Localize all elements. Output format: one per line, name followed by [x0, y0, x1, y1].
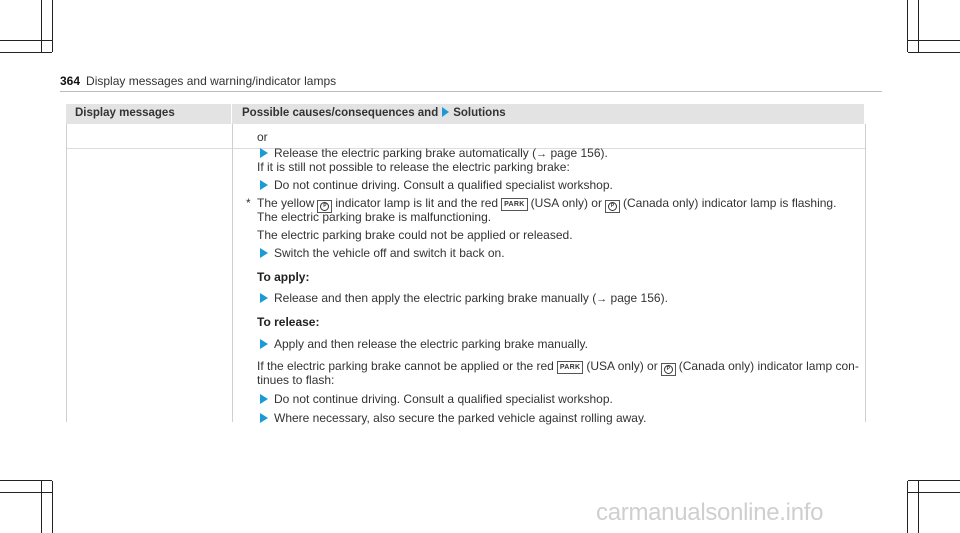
- header-rule: [60, 91, 882, 92]
- step-arrow-icon: [260, 413, 268, 423]
- page-ref-arrow-icon: →: [536, 148, 548, 160]
- step-arrow-icon: [260, 248, 268, 258]
- cause-line: The electric parking brake could not be applied or released.: [257, 228, 573, 242]
- page-title: Display messages and warning/indicator lamps: [86, 74, 337, 88]
- park-lamp-icon: PARK: [557, 361, 584, 374]
- subheading-apply: To apply:: [257, 270, 310, 284]
- step-arrow-icon: [260, 394, 268, 404]
- step-arrow-icon: [260, 148, 268, 158]
- page-ref-link[interactable]: page 156).: [610, 291, 668, 305]
- page-ref-arrow-icon: →: [596, 293, 608, 305]
- col-solutions-label: Solutions: [453, 107, 506, 119]
- step-consult: Do not continue driving. Consult a qualified specialist workshop.: [274, 392, 613, 406]
- col-causes-label: Possible causes/consequences and: [242, 107, 439, 119]
- step-arrow-icon: [260, 180, 268, 190]
- page-number: 364: [60, 74, 81, 88]
- step-secure-vehicle: Where necessary, also secure the parked vehicle against rolling away.: [274, 411, 647, 425]
- step-arrow-icon: [260, 339, 268, 349]
- step-restart: Switch the vehicle off and switch it back on.: [274, 246, 505, 260]
- solution-arrow-icon: [442, 107, 449, 117]
- step-release-auto: Release the electric parking brake automatically (→ page 156).: [274, 146, 608, 160]
- cause-line: The yellow P indicator lamp is lit and the red PARK (USA only) or P (Canada only) indicator lamp is flashing.: [257, 196, 836, 213]
- parking-brake-lamp-icon: P: [317, 200, 332, 213]
- text-or: or: [257, 130, 268, 144]
- page-ref-link[interactable]: page 156).: [550, 146, 608, 160]
- col-causes-header: [232, 104, 864, 124]
- step-consult: Do not continue driving. Consult a qualified specialist workshop.: [274, 178, 613, 192]
- col-display-label: Display messages: [75, 107, 175, 119]
- footnote-star: *: [246, 196, 251, 210]
- cause-line: The electric parking brake is malfunctioning.: [257, 210, 492, 224]
- step-release-manual: Apply and then release the electric parking brake manually.: [274, 337, 588, 351]
- col-display-header: [66, 104, 230, 124]
- parking-brake-lamp-icon: P: [605, 200, 620, 213]
- watermark: carmanualsonline.info: [596, 499, 824, 526]
- subheading-release: To release:: [257, 315, 320, 329]
- text-line: If it is still not possible to release the electric parking brake:: [257, 160, 570, 174]
- park-lamp-icon: PARK: [501, 198, 528, 211]
- cause-line: tinues to flash:: [257, 373, 335, 387]
- page-header: [60, 74, 336, 88]
- step-apply-manual: Release and then apply the electric parking brake manually (→ page 156).: [274, 291, 668, 305]
- cause-line: If the electric parking brake cannot be applied or the red PARK (USA only) or P (Canada only) indicator lamp con-: [257, 359, 859, 376]
- step-arrow-icon: [260, 293, 268, 303]
- table-header: [66, 104, 864, 124]
- parking-brake-lamp-icon: P: [661, 363, 676, 376]
